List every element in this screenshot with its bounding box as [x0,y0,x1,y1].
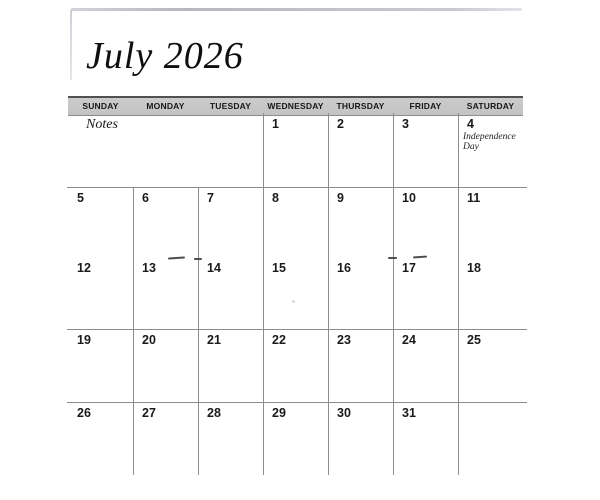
weekday-header: FRIDAY [409,101,442,111]
grid-line-vertical [133,187,134,475]
day-number: 18 [467,261,481,275]
grid-line-vertical [198,187,199,475]
day-number: 14 [207,261,221,275]
day-cell [393,257,458,329]
grid-line-vertical [263,113,264,187]
day-number: 9 [337,191,344,205]
day-number: 31 [402,406,416,420]
day-cell [198,257,263,329]
day-cell [198,402,263,475]
day-cell [68,402,133,475]
grid-line-vertical [263,187,264,475]
page-left-edge [70,10,72,80]
day-cell [263,187,328,257]
day-number: 5 [77,191,84,205]
day-cell [328,113,393,187]
day-cell [328,187,393,257]
day-number: 29 [272,406,286,420]
day-number: 30 [337,406,351,420]
day-number: 26 [77,406,91,420]
day-number: 10 [402,191,416,205]
notes-cell [68,113,263,187]
day-number: 11 [467,191,481,205]
day-cell [458,329,523,402]
day-cell [328,257,393,329]
day-number: 8 [272,191,279,205]
day-number: 7 [207,191,214,205]
weekday-header: TUESDAY [209,101,252,111]
day-cell [68,257,133,329]
day-cell [393,187,458,257]
day-number: 17 [402,261,416,275]
day-cell [133,402,198,475]
notes-label: Notes [86,117,118,132]
weekday-header: SUNDAY [82,101,119,111]
holiday-label: Independence Day [463,132,516,153]
day-number: 3 [402,117,409,131]
day-cell [458,113,523,187]
weekday-header: SATURDAY [466,101,515,111]
day-cell [393,329,458,402]
day-number: 22 [272,333,286,347]
page-top-edge [71,8,522,11]
day-cell [133,329,198,402]
day-cell [68,329,133,402]
day-cell [198,329,263,402]
grid-line-vertical [393,113,394,187]
day-number: 6 [142,191,149,205]
day-cell [263,113,328,187]
day-number: 15 [272,261,286,275]
day-cell [458,257,523,329]
day-number: 1 [272,117,279,131]
day-cell [328,329,393,402]
day-number: 23 [337,333,351,347]
scan-speck [292,300,295,303]
weekday-header: MONDAY [146,101,185,111]
grid-line-vertical [328,113,329,187]
day-number: 2 [337,117,344,131]
day-number: 13 [142,261,156,275]
weekday-header: WEDNESDAY [267,101,324,111]
day-cell [263,257,328,329]
day-cell [263,402,328,475]
scan-mark [194,258,202,260]
day-cell [393,402,458,475]
day-cell [133,187,198,257]
grid-line-vertical [328,187,329,475]
grid-line-vertical [458,187,459,475]
calendar-title: July 2026 [86,35,244,77]
day-number: 16 [337,261,351,275]
grid-line-vertical [458,113,459,187]
day-number: 27 [142,406,156,420]
grid-line-vertical [393,187,394,475]
day-cell [393,113,458,187]
day-cell [68,187,133,257]
day-number: 4 [467,117,474,131]
day-number: 24 [402,333,416,347]
day-cell [198,187,263,257]
day-number: 28 [207,406,221,420]
day-cell [458,187,523,257]
day-number: 12 [77,261,91,275]
day-cell [263,329,328,402]
day-number: 25 [467,333,481,347]
day-number: 21 [207,333,221,347]
day-cell [133,257,198,329]
weekday-header: THURSDAY [336,101,385,111]
day-cell [328,402,393,475]
scan-mark [388,257,397,259]
day-number: 19 [77,333,91,347]
day-number: 20 [142,333,156,347]
